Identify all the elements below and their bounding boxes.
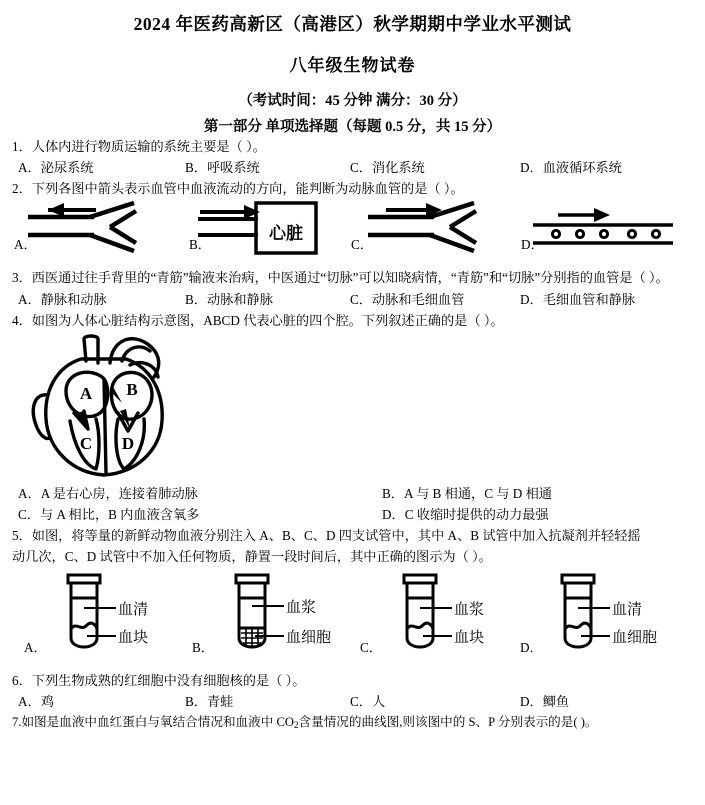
question-2-figures <box>0 199 705 267</box>
page-subtitle: 八年级生物试卷 <box>289 55 416 75</box>
question-7-stem-post: 含量情况的曲线图,则该图中的 S、P 分别表示的是( )。 <box>298 715 598 730</box>
option-text: 动脉和静脉 <box>206 291 273 307</box>
question-6-stem: 6．下列生物成熟的红细胞中没有细胞核的是（ ）。 <box>12 672 306 688</box>
option-row[interactable] <box>382 504 549 525</box>
option-text: 消化系统 <box>371 159 425 175</box>
question-7-stem-pre: 7.如图是血液中血红蛋白与氧结合情况和血液中 CO <box>12 715 294 730</box>
figure-label-c: C． <box>351 237 373 253</box>
figure-label-d: D． <box>521 237 544 253</box>
option-row[interactable] <box>185 157 260 178</box>
question-3-stem: 3．西医通过往手背里的“青筋”输液来治病，中医通过“切脉”可以知晓病情，“青筋”和“切脉”分别指的血管是（ ）。 <box>12 270 669 286</box>
question-5-stem-line1: 5．如图，将等量的新鲜动物血液分别注入 A、B、C、D 四支试管中，其中 A、B 试管中加入抗凝剂并轻轻摇 <box>12 528 641 543</box>
option-label: C． <box>350 694 372 710</box>
exam-page <box>0 12 705 805</box>
option-text: C 收缩时提供的动力最强 <box>404 507 549 522</box>
question-4-options-row2 <box>12 504 699 525</box>
page-title: 2024 年医药高新区（高港区）秋学期期中学业水平测试 <box>133 14 572 34</box>
question-7-subscript: 2 <box>293 720 299 731</box>
option-label: B． <box>185 694 207 710</box>
heart-chamber-label-b: B <box>126 380 138 399</box>
tube-top-label: 血浆 <box>454 601 485 618</box>
test-tube-d <box>548 572 688 658</box>
option-row[interactable] <box>185 691 233 712</box>
vessel-diagram-a <box>18 201 148 253</box>
option-text: 与 A 相比，B 内血液含氧多 <box>39 507 200 522</box>
option-label: D． <box>520 291 543 307</box>
flow-arrow-right <box>200 205 260 219</box>
option-label: A． <box>18 159 41 175</box>
option-text: A 与 B 相通，C 与 D 相通 <box>403 486 552 501</box>
option-label: A． <box>18 486 41 501</box>
option-label: A． <box>18 291 41 307</box>
option-row[interactable] <box>18 157 93 178</box>
tube-label-d: D． <box>520 639 543 655</box>
blood-cells <box>552 231 659 238</box>
question-2-stem: 2．下列各图中箭头表示血管中血液流动的方向，能判断为动脉血管的是（ ）。 <box>12 180 464 196</box>
question-5-figures <box>0 568 705 670</box>
option-row[interactable] <box>18 483 198 504</box>
option-label: D． <box>520 159 543 175</box>
flow-arrow-right <box>558 208 610 222</box>
option-text: 毛细血管和静脉 <box>542 291 636 307</box>
option-row[interactable] <box>185 289 273 310</box>
tube-top-label: 血浆 <box>286 599 317 616</box>
option-text: A 是右心房，连接着肺动脉 <box>40 486 198 501</box>
heart-box-text: 心脏 <box>269 224 303 244</box>
vessel-diagram-d <box>528 207 678 249</box>
part-heading: 第一部分 单项选择题（每题 0.5 分，共 15 分） <box>203 118 502 135</box>
option-row[interactable] <box>18 504 199 525</box>
option-text: 呼吸系统 <box>206 159 260 175</box>
option-text: 血液循环系统 <box>542 159 622 175</box>
test-tube-b <box>222 572 352 658</box>
question-3-options <box>12 289 699 310</box>
option-label: B． <box>185 291 207 307</box>
tube-label-c: C． <box>360 639 382 655</box>
option-row[interactable] <box>520 289 635 310</box>
option-text: 青蛙 <box>206 694 234 710</box>
question-4-stem: 4．如图为人体心脏结构示意图，ABCD 代表心脏的四个腔。下列叙述正确的是（ ）。 <box>12 312 504 328</box>
questions-container <box>0 136 705 200</box>
question-4-options-row1 <box>12 483 699 504</box>
option-row[interactable] <box>520 691 569 712</box>
tube-top-label: 血清 <box>612 601 643 618</box>
option-label: D． <box>382 507 405 522</box>
option-text: 泌尿系统 <box>40 159 94 175</box>
option-row[interactable] <box>350 157 425 178</box>
vessel-diagram-c <box>358 201 488 253</box>
option-row[interactable] <box>382 483 552 504</box>
tube-bottom-label: 血细胞 <box>612 629 658 646</box>
test-tube-c <box>390 572 520 658</box>
question-6-options <box>12 691 699 712</box>
question-1-stem: 1．人体内进行物质运输的系统主要是（ ）。 <box>12 138 266 154</box>
option-text: 动脉和毛细血管 <box>371 291 465 307</box>
figure-label-a: A． <box>14 237 37 253</box>
tube-label-b: B． <box>192 639 214 655</box>
heart-chamber-label-a: A <box>79 384 93 403</box>
option-row[interactable] <box>350 289 464 310</box>
option-row[interactable] <box>18 289 107 310</box>
option-label: D． <box>520 694 543 710</box>
option-text: 人 <box>371 694 386 710</box>
heart-chamber-label-d: D <box>121 434 135 453</box>
question-4-figure <box>0 331 705 483</box>
question-1-options <box>12 157 699 178</box>
option-label: C． <box>350 291 372 307</box>
option-label: B． <box>185 159 207 175</box>
option-label: A． <box>18 694 41 710</box>
exam-info: （考试时间：45 分钟 满分：30 分） <box>238 92 467 109</box>
option-label: B． <box>382 486 404 501</box>
figure-label-b: B． <box>189 237 211 253</box>
option-row[interactable] <box>18 691 54 712</box>
option-text: 鸡 <box>40 694 54 710</box>
heart-diagram <box>26 333 186 481</box>
heart-chamber-label-c: C <box>79 434 93 453</box>
question-7-stem <box>12 712 699 733</box>
tube-bottom-label: 血块 <box>118 629 149 646</box>
option-text: 鲫鱼 <box>542 694 570 710</box>
test-tube-a <box>54 572 184 658</box>
option-label: C． <box>18 507 40 522</box>
tube-bottom-label: 血块 <box>454 629 485 646</box>
option-row[interactable] <box>520 157 622 178</box>
tube-label-a: A． <box>24 639 47 655</box>
option-label: C． <box>350 159 372 175</box>
tube-bottom-label: 血细胞 <box>286 629 332 646</box>
option-text: 静脉和动脉 <box>40 291 107 307</box>
question-5-stem-line2: 动几次，C、D 试管中不加入任何物质，静置一段时间后，其中正确的图示为（ ）。 <box>12 549 492 565</box>
option-row[interactable] <box>350 691 385 712</box>
tube-top-label: 血清 <box>118 601 149 618</box>
vessel-diagram-b <box>196 201 321 256</box>
